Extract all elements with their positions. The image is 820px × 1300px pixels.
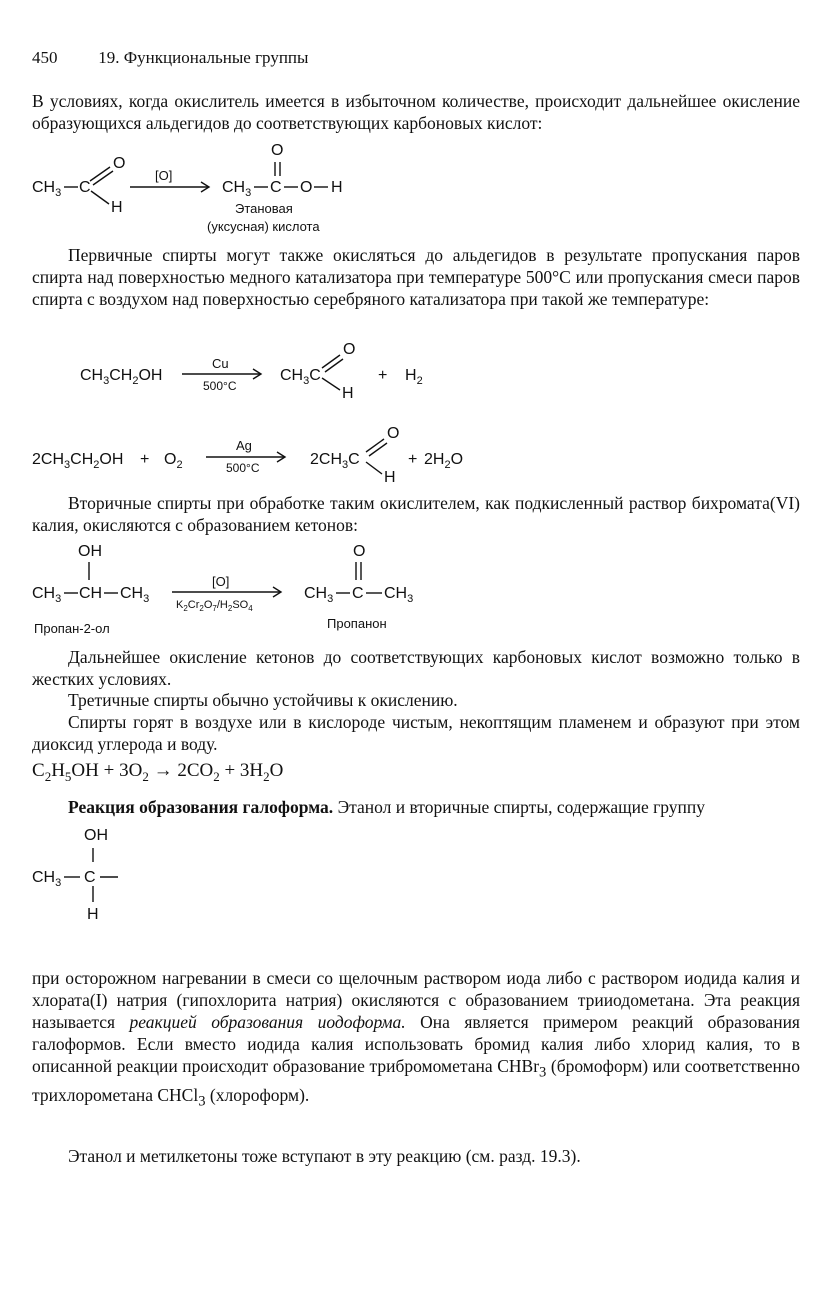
paragraph-primary-alcohols: Первичные спирты могут также окисляться до альдегидов в результате пропускания паров спирта над поверхностью медного катализатора при температуре 500°С или пропускания смеси паров спирта с воздухом над поверхностью серебряного катализатора при такой же температуре: (32, 245, 800, 309)
r4-prod-o: O (353, 543, 366, 560)
r2-double-a (322, 355, 340, 368)
r2-temperature: 500°C (203, 379, 237, 393)
r1-prod-o: O (300, 179, 313, 196)
r3-plus-1: + (140, 451, 150, 468)
r4-name-right: Пропанон (327, 616, 387, 631)
paragraph-ketone-oxidation: Дальнейшее окисление кетонов до соответствующих карбоновых кислот возможно только в жестких условиях. (32, 647, 800, 689)
grp-c: C (84, 869, 96, 886)
iodoform-term: реакцией образования иодоформа. (129, 1012, 406, 1032)
r1-prod-ch3: $CH_3$ (222, 179, 252, 199)
r2-catalyst: Cu (212, 356, 229, 371)
r2-bond-h (322, 378, 340, 390)
r2-product: $CH_3C$ (280, 367, 321, 387)
r4-ch3-left: $CH_3$ (32, 585, 62, 605)
r1-prod-h: H (331, 179, 343, 196)
r2-double-b (325, 359, 343, 372)
r1-bond-double-b (93, 171, 113, 185)
r3-double-b (369, 443, 387, 456)
grp-oh: OH (84, 827, 108, 844)
r3-h: H (384, 469, 396, 486)
r3-catalyst: Ag (236, 438, 252, 453)
r4-prod-ch3-left: $CH_3$ (304, 585, 334, 605)
r4-reagent: $K_2Cr_2O_7/H_2SO_4$ (176, 599, 253, 613)
r3-oxygen: $O_2$ (164, 451, 183, 471)
r2-reactant: $CH_3CH_2OH$ (80, 367, 163, 387)
r1-h: H (111, 199, 123, 216)
reaction-ethanol-copper (0, 336, 820, 406)
reaction-acetaldehyde-to-acetic-acid (0, 138, 820, 238)
reaction-ethanol-silver (0, 422, 820, 492)
r2-hydrogen: $H_2$ (405, 367, 423, 387)
r1-prod-carbonyl-o: O (271, 142, 284, 159)
paragraph-aldehyde-oxidation: В условиях, когда окислитель имеется в избыточном количестве, происходит дальнейшее окисление образующихся альдегидов до соответствующих карбоновых кислот: (32, 91, 800, 133)
paragraph-iodoform: при осторожном нагревании в смеси со щелочным раствором иода либо с раствором иодида калия и хлората(I) натрия (гипохлорита натрия) окисляются с образованием трииодометана. Эта реакция называется реакцией образования иодоформа. Она является примером реакций образования галоформов. Если вместо иодида калия использовать бромид калия либо хлорид калия, то в описанной реакции происходит образование трибромометана CHBr$_3$ (бромоформ) или соответственно трихлорометана CHCl$_3$ (хлороформ). (32, 968, 800, 1109)
page-number: 450 (32, 48, 58, 67)
paragraph-secondary-alcohols: Вторичные спирты при обработке таким окислителем, как подкисленный раствор бихромата(VI) калия, окисляются с образованием кетонов: (32, 493, 800, 535)
paragraph-methylketones: Этанол и метилкетоны тоже вступают в эту реакцию (см. разд. 19.3). (68, 1146, 581, 1166)
r3-double-a (366, 439, 384, 452)
haloform-heading: Реакция образования галоформа. (68, 797, 334, 817)
r1-bond-double-a (90, 167, 110, 181)
r4-oxidant: [O] (212, 574, 230, 589)
r4-name-left: Пропан-2-ол (34, 621, 110, 636)
r1-o: O (113, 155, 126, 172)
r2-plus: + (378, 367, 388, 384)
chapter-title: 19. Функциональные группы (98, 48, 309, 67)
reaction-propanol-to-propanone (0, 538, 820, 646)
r4-prod-c: C (352, 585, 364, 602)
r4-prod-ch3-right: $CH_3$ (384, 585, 414, 605)
paragraph-combustion: Спирты горят в воздухе или в кислороде чистым, некоптящим пламенем и образуют при этом диоксид углерода и воду. (32, 712, 800, 754)
r1-c: C (79, 179, 91, 196)
r3-product: $2CH_3C$ (310, 451, 360, 471)
paragraph-haloform-intro: Реакция образования галоформа. Этанол и вторичные спирты, содержащие группу (68, 797, 706, 817)
r4-oh: OH (78, 543, 102, 560)
r4-ch: CH (79, 585, 103, 602)
r2-o: O (343, 341, 356, 358)
r3-plus-2: + (408, 451, 418, 468)
r1-label-line1: Этановая (235, 201, 293, 216)
r4-ch3-right: $CH_3$ (120, 585, 150, 605)
r1-oxidant: [O] (155, 168, 173, 183)
r1-bond-h (91, 191, 109, 204)
r2-h: H (342, 385, 354, 402)
grp-ch3: $CH_3$ (32, 869, 62, 889)
group-structure (0, 822, 300, 922)
r3-o: O (387, 425, 400, 442)
r3-water: $2H_2O$ (424, 451, 464, 471)
grp-h: H (87, 906, 99, 923)
r1-prod-c: C (270, 179, 282, 196)
r1-label-line2: (уксусная) кислота (207, 219, 320, 234)
r3-reactant: $2CH_3CH_2OH$ (32, 451, 124, 471)
combustion-equation: $C_2H_5OH + 3O_2 \to 2CO_2 + 3H_2O$ (32, 760, 284, 784)
r3-temperature: 500°C (226, 461, 260, 475)
page-header (32, 48, 308, 68)
paragraph-tertiary-alcohols: Третичные спирты обычно устойчивы к окислению. (68, 690, 458, 710)
r3-bond-h (366, 462, 382, 474)
r1-ch3: $CH_3$ (32, 179, 62, 199)
